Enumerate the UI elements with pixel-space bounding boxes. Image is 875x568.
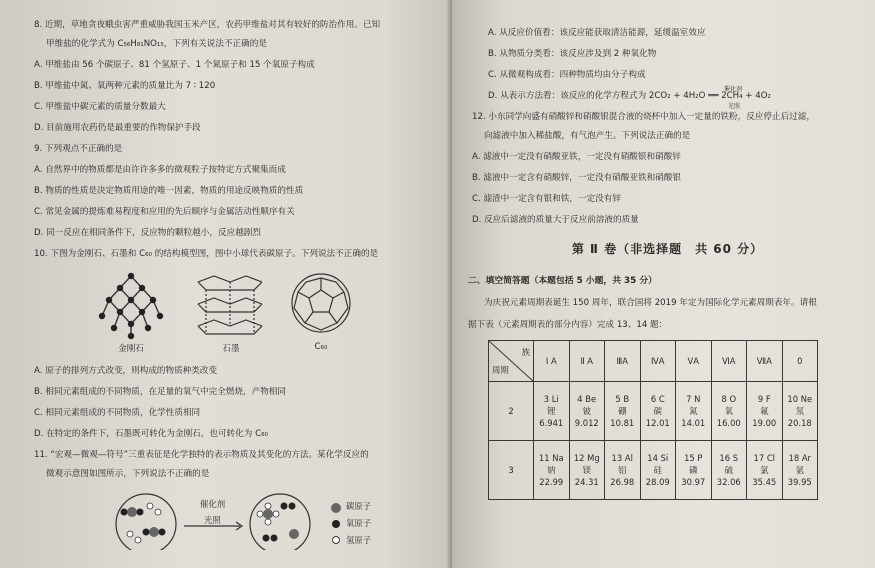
element-number-symbol: 13 Al	[611, 453, 633, 463]
question-11-option-d	[488, 86, 867, 110]
question-9-option-a: A. 自然界中的物质都是由许许多多的微观粒子按特定方式聚集而成	[34, 165, 286, 175]
question-9-option-b: B. 物质的性质是决定物质用途的唯一因素，物质的用途反映物质的性质	[34, 186, 304, 196]
element-name: 氟	[760, 406, 769, 416]
c60-model	[288, 270, 354, 352]
question-11-option-b: B. 从物质分类看：该反应涉及到 2 种氧化物	[488, 49, 657, 59]
group-header: ⅣA	[640, 341, 676, 382]
element-cell	[534, 382, 570, 441]
element-mass: 35.45	[752, 477, 777, 487]
group-header: ⅢA	[605, 341, 641, 382]
corner-period-label: 周期	[492, 365, 509, 375]
element-name: 镁	[582, 465, 591, 475]
equation-condition-catalyst: 催化剂	[724, 86, 743, 93]
element-mass: 20.18	[787, 418, 812, 428]
periodic-table-header-row	[489, 341, 818, 382]
element-number-symbol: 9 F	[757, 394, 771, 404]
diamond-structure-icon	[96, 270, 166, 340]
question-8-option-c: C. 甲维盐中碳元素的质量分数最大	[34, 102, 166, 112]
element-cell	[711, 441, 747, 500]
element-mass: 26.98	[610, 477, 635, 487]
periodic-table	[488, 340, 818, 500]
element-mass: 12.01	[645, 418, 670, 428]
right-exam-page	[452, 0, 875, 568]
reaction-condition-catalyst: 催化剂	[200, 499, 226, 509]
element-name: 氩	[795, 465, 804, 475]
period-label: 2	[489, 382, 534, 441]
element-name: 氮	[689, 406, 698, 416]
group-header: ⅤA	[676, 341, 712, 382]
element-cell	[711, 382, 747, 441]
periodic-table-row-period-2	[489, 382, 818, 441]
section-ii-title: 第 Ⅱ 卷（非选择题 共 60 分）	[571, 242, 764, 256]
element-number-symbol: 6 C	[650, 394, 665, 404]
carbon-structure-models	[34, 270, 438, 358]
question-8-option-d: D. 目前施用农药仍是最重要的作物保护手段	[34, 123, 201, 133]
question-10-option-b: B. 相同元素组成的不同物质，在足量的氧气中完全燃烧，产物相同	[34, 387, 286, 397]
legend-oxygen-atom: 氧原子	[346, 518, 372, 528]
question-11	[34, 450, 438, 550]
element-cell	[534, 441, 570, 500]
element-cell	[569, 382, 605, 441]
fill-in-section-title: 二、填空简答题（本题包括 5 小题，共 35 分）	[468, 276, 657, 286]
element-number-symbol: 11 Na	[538, 453, 564, 463]
element-name: 铝	[618, 465, 627, 475]
graphite-structure-icon	[194, 270, 268, 340]
element-number-symbol: 15 P	[684, 453, 703, 463]
question-9	[34, 144, 438, 239]
element-name: 硫	[724, 465, 733, 475]
element-name: 铍	[582, 406, 591, 416]
element-number-symbol: 7 N	[686, 394, 701, 404]
question-12-option-c: C. 滤渣中一定含有银和铁，一定没有锌	[472, 194, 621, 204]
element-cell	[676, 382, 712, 441]
element-cell	[782, 382, 818, 441]
element-cell	[782, 441, 818, 500]
periodic-intro-line2: 据下表（元素周期表的部分内容）完成 13、14 题：	[468, 320, 668, 330]
question-8-stem-line1: 8. 近期，草地贪夜蛾虫害严重威胁我国玉米产区，农药甲维盐对其有较好的防治作用。已知	[34, 20, 381, 30]
element-number-symbol: 5 B	[615, 394, 630, 404]
question-9-option-d: D. 同一反应在相同条件下，反应物的颗粒越小，反应越剧烈	[34, 228, 261, 238]
element-mass: 39.95	[787, 477, 812, 487]
element-mass: 22.99	[539, 477, 564, 487]
period-label: 3	[489, 441, 534, 500]
question-8-option-a: A. 甲维盐由 56 个碳原子、81 个氢原子、1 个氮原子和 15 个氧原子构成	[34, 60, 315, 70]
element-cell	[640, 441, 676, 500]
element-mass: 6.941	[539, 418, 564, 428]
element-number-symbol: 17 Cl	[753, 453, 775, 463]
element-name: 钠	[547, 465, 556, 475]
question-10-option-c: C. 相同元素组成的不同物质，化学性质相同	[34, 408, 201, 418]
question-12-option-b: B. 滤液中一定含有硝酸锌，一定没有硝酸亚铁和硝酸银	[472, 173, 682, 183]
element-cell	[747, 441, 783, 500]
question-9-option-c: C. 常见金属的提炼难易程度和应用的先后顺序与金属活动性顺序有关	[34, 207, 295, 217]
element-mass: 32.06	[716, 477, 741, 487]
element-mass: 10.81	[610, 418, 635, 428]
question-12-option-a: A. 滤液中一定没有硝酸亚铁，一定没有硝酸银和硝酸锌	[472, 152, 681, 162]
group-header: Ⅱ A	[569, 341, 605, 382]
c60-caption: C₆₀	[314, 342, 328, 352]
legend-carbon-atom: 碳原子	[346, 501, 372, 511]
question-12-stem-line2: 向滤液中加入稀盐酸，有气泡产生。下列说法正确的是	[484, 131, 691, 141]
element-name: 氧	[724, 406, 733, 416]
periodic-table-row-period-3	[489, 441, 818, 500]
question-12-option-d: D. 反应后滤液的质量大于反应前溶液的质量	[472, 215, 639, 225]
legend-hydrogen-atom: 氢原子	[346, 535, 372, 545]
question-10-option-a: A. 原子的排列方式改变，则构成的物质种类改变	[34, 366, 218, 376]
reaction-condition-light: 光照	[204, 515, 221, 525]
element-name: 锂	[547, 406, 556, 416]
diamond-caption: 金刚石	[118, 344, 144, 354]
question-12-stem-line1: 12. 小东同学向盛有硝酸锌和硝酸银混合液的烧杯中加入一定量的铁粉，反应停止后过滤，	[472, 112, 815, 122]
element-cell	[569, 441, 605, 500]
question-10-option-d: D. 在特定的条件下，石墨既可转化为金刚石，也可转化为 C₆₀	[34, 429, 268, 439]
element-number-symbol: 4 Be	[577, 394, 597, 404]
element-number-symbol: 8 O	[721, 394, 737, 404]
element-cell	[747, 382, 783, 441]
element-name: 氯	[760, 465, 769, 475]
element-cell	[605, 441, 641, 500]
question-11-option-c: C. 从微观构成看：四种物质均由分子构成	[488, 70, 646, 80]
corner-group-label: 族	[521, 347, 530, 357]
element-mass: 30.97	[681, 477, 706, 487]
element-mass: 19.00	[752, 418, 777, 428]
question-9-stem: 9. 下列观点不正确的是	[34, 144, 123, 154]
group-header: 0	[782, 341, 818, 382]
question-11-stem-line1: 11. “宏观—微观—符号”三重表征是化学独特的表示物质及其变化的方法。某化学反应的	[34, 450, 369, 460]
element-number-symbol: 18 Ar	[788, 453, 811, 463]
c60-structure-icon	[288, 270, 354, 340]
element-number-symbol: 3 Li	[543, 394, 559, 404]
periodic-intro-line1: 为庆祝元素周期表诞生 150 周年，联合国将 2019 年定为国际化学元素周期表年。请根	[484, 298, 817, 308]
element-number-symbol: 12 Mg	[573, 453, 600, 463]
question-8-stem-line2: 甲维盐的化学式为 C₅₆H₈₁NO₁₅，下列有关说法不正确的是	[46, 39, 267, 49]
question-10-stem: 10. 下图为金刚石、石墨和 C₆₀ 的结构模型图，图中小球代表碳原子。下列说法不正确的是	[34, 249, 379, 259]
reaction-diagram	[34, 490, 438, 550]
question-11-options	[468, 28, 867, 110]
periodic-table-corner	[489, 341, 534, 382]
element-name: 硅	[653, 465, 662, 475]
group-header: Ⅰ A	[534, 341, 570, 382]
element-name: 硼	[618, 406, 627, 416]
question-12	[468, 112, 867, 226]
element-mass: 28.09	[645, 477, 670, 487]
graphite-model	[194, 270, 268, 354]
element-number-symbol: 16 S	[719, 453, 739, 463]
graphite-caption: 石墨	[222, 344, 240, 354]
question-8	[34, 20, 438, 134]
element-mass: 14.01	[681, 418, 706, 428]
element-name: 碳	[653, 406, 662, 416]
element-mass: 16.00	[716, 418, 741, 428]
element-number-symbol: 10 Ne	[787, 394, 813, 404]
question-8-option-b: B. 甲维盐中氮、氧两种元素的质量比为 7 ∶ 120	[34, 81, 216, 91]
group-header: ⅦA	[747, 341, 783, 382]
element-cell	[640, 382, 676, 441]
element-cell	[676, 441, 712, 500]
question-11-stem-line2: 微观示意图如图所示，下列说法不正确的是	[46, 469, 210, 479]
element-name: 氖	[795, 406, 804, 416]
group-header: ⅥA	[711, 341, 747, 382]
element-cell	[605, 382, 641, 441]
element-mass: 9.012	[574, 418, 599, 428]
element-mass: 24.31	[574, 477, 599, 487]
question-11-option-d-text: D. 从表示方法看：该反应的化学方程式为 2CO₂ + 4H₂O ══ 2CH₄ + 4O₂	[488, 91, 771, 101]
question-11-option-a: A. 从反应价值看：该反应能获取清洁能源，延缓温室效应	[488, 28, 706, 38]
diamond-model	[96, 270, 166, 354]
question-10	[34, 249, 438, 440]
element-name: 磷	[689, 465, 698, 475]
equation-condition-light: 光照	[728, 103, 741, 110]
element-number-symbol: 14 Si	[647, 453, 669, 463]
